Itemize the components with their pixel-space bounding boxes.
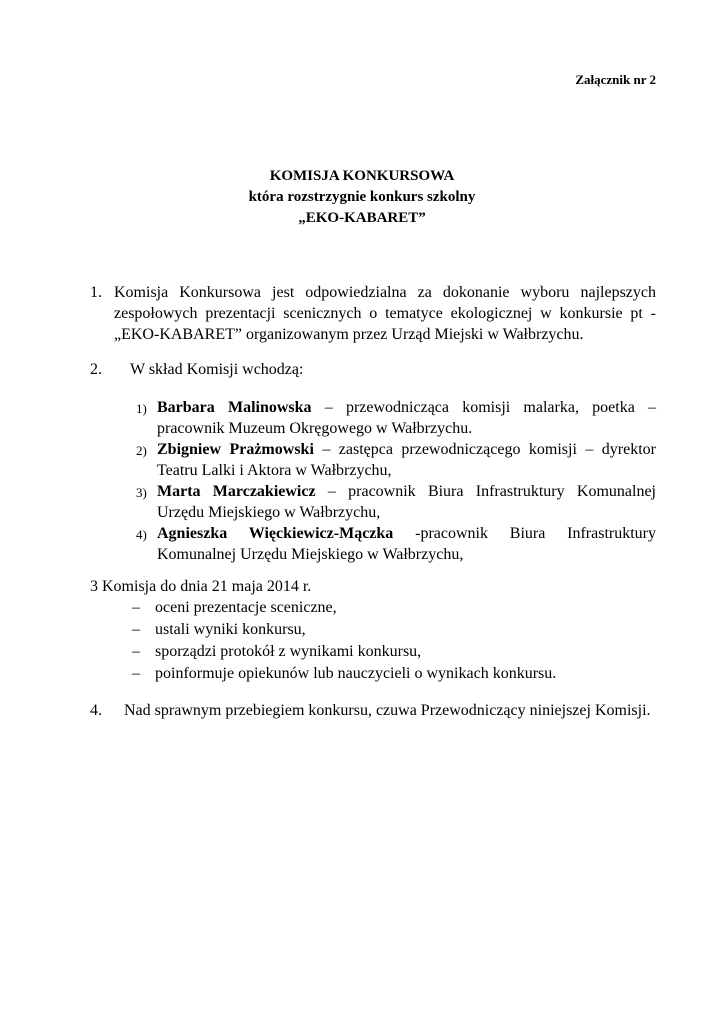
member-name: Agnieszka Więckiewicz-Mączka [157, 525, 394, 542]
member-text [157, 439, 656, 481]
paragraph-1-number: 1. [90, 284, 102, 301]
paragraph-4-text: Nad sprawnym przebiegiem konkursu, czuwa Przewodniczący niniejszej Komisji. [124, 702, 651, 719]
dash-bullet: – [132, 665, 140, 682]
paragraph-1-text: Komisja Konkursowa jest odpowiedzialna za dokonanie wyboru najlepszych zespołowych prezentacji scenicznych o tematyce ekologicznej w konkursie pt - „EKO-KABARET” organizowanym przez Urząd Miejski w Wałbrzychu. [114, 284, 656, 343]
task-text: sporządzi protokół z wynikami konkursu, [155, 643, 422, 660]
member-item [136, 481, 656, 523]
task-item [132, 641, 556, 663]
paragraph-1 [90, 282, 656, 345]
attachment-label: Załącznik nr 2 [575, 72, 656, 87]
member-role: – przewodnicząca komisji malarka, poetka – pracownik Muzeum Okręgowego w Wałbrzychu. [157, 399, 657, 437]
member-text [157, 523, 656, 565]
title-line-2: która rozstrzygnie konkurs szkolny [248, 189, 476, 205]
title-block [0, 166, 724, 229]
member-role: – zastępca przewodniczącego komisji – dyrektor Teatru Lalki i Aktora w Wałbrzychu, [157, 441, 656, 479]
member-number: 4) [136, 527, 147, 542]
paragraph-3: 3 Komisja do dnia 21 maja 2014 r. [90, 578, 312, 595]
member-name: Marta Marczakiewicz [157, 483, 316, 500]
task-text: poinformuje opiekunów lub nauczycieli o wynikach konkursu. [155, 665, 557, 682]
member-item [136, 523, 656, 565]
tasks-list [132, 597, 556, 685]
paragraph-2-number: 2. [90, 361, 102, 378]
dash-bullet: – [132, 621, 140, 638]
member-item [136, 439, 656, 481]
member-role: – pracownik Biura Infrastruktury Komunalnej Urzędu Miejskiego w Wałbrzychu, [157, 483, 657, 521]
task-item [132, 619, 556, 641]
paragraph-2-text: W skład Komisji wchodzą: [130, 361, 304, 378]
dash-bullet: – [132, 599, 140, 616]
task-text: ustali wyniki konkursu, [155, 621, 306, 638]
title-line-1: KOMISJA KONKURSOWA [269, 168, 455, 184]
member-number: 3) [136, 485, 147, 500]
paragraph-4-number: 4. [90, 702, 102, 719]
member-role: -pracownik Biura Infrastruktury Komunalnej Urzędu Miejskiego w Wałbrzychu, [157, 525, 656, 563]
paragraph-2 [90, 359, 303, 380]
paragraph-4 [90, 700, 656, 722]
task-item [132, 597, 556, 619]
member-text [157, 481, 656, 523]
member-name: Zbigniew Prażmowski [157, 441, 314, 458]
task-text: oceni prezentacje sceniczne, [155, 599, 337, 616]
member-text [157, 397, 656, 439]
member-number: 2) [136, 443, 147, 458]
title-line-3: „EKO-KABARET” [298, 210, 426, 226]
task-item [132, 663, 556, 685]
member-number: 1) [136, 401, 147, 416]
dash-bullet: – [132, 643, 140, 660]
members-list [136, 397, 656, 565]
member-item [136, 397, 656, 439]
member-name: Barbara Malinowska [157, 399, 312, 416]
